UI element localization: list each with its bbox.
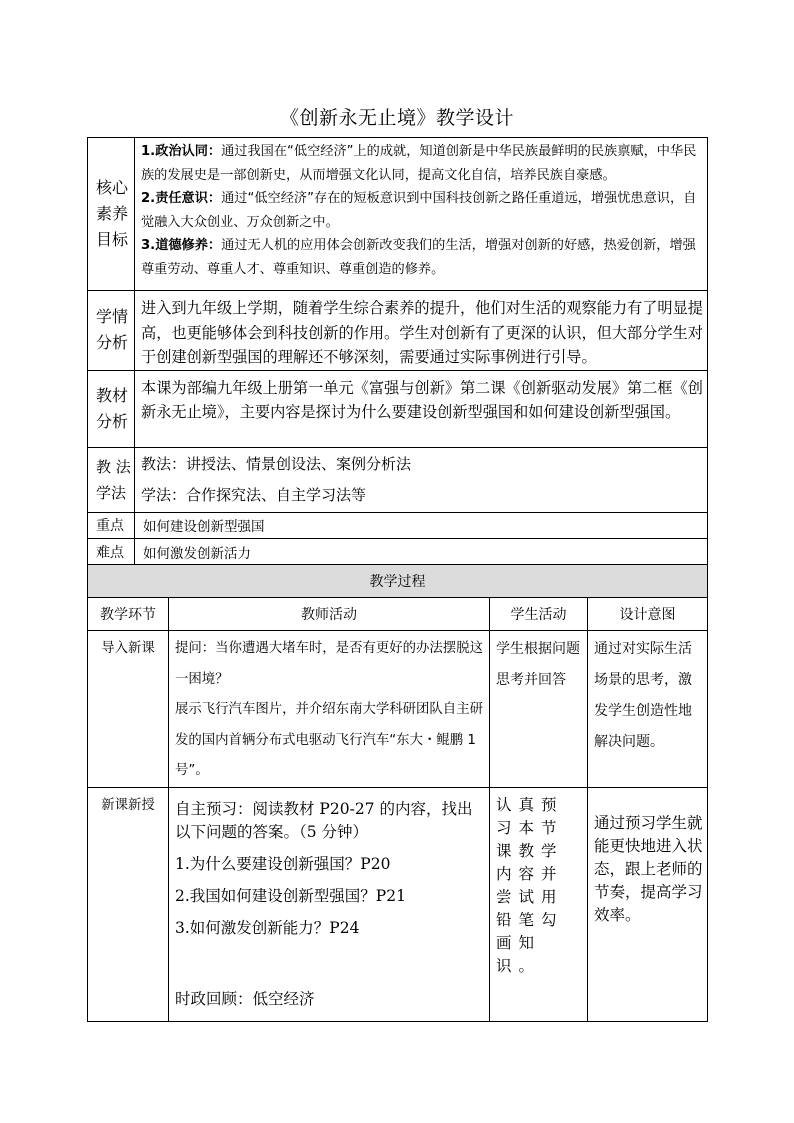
jiaocai-label-line: 教材 (96, 385, 129, 405)
goal-number: 3. (141, 238, 156, 253)
goal-number: 2. (141, 191, 156, 206)
student-activity-text: 认真预习本节课教学内容并尝试用铅笔勾画知识。 (496, 795, 564, 975)
difficulty-label: 难点 (88, 538, 135, 565)
xueqing-label-line: 分析 (96, 333, 129, 353)
key-point-row (88, 512, 708, 538)
process-row (88, 631, 708, 788)
method-cell (135, 447, 708, 512)
core-label-line: 素养 (96, 204, 129, 223)
process-banner-row (88, 565, 708, 598)
document-title: 《创新永无止境》教学设计 (279, 107, 514, 129)
goal-text: 通过我国在“低空经济”上的成就，知道创新是中华民族最鲜明的民族禀赋，中华民族的发展史是一部创新史，从而增强文化认同，提高文化自信，培养民族自豪感。 (141, 144, 697, 183)
jiaocai-label-line: 分析 (96, 411, 129, 431)
goal-heading: 政治认同： (155, 144, 222, 159)
teacher-activity-line: 提问：当你遭遇大堵车时，是否有更好的办法摆脱这一困境？ (175, 641, 483, 687)
student-activity-cell (490, 787, 588, 1021)
jiaocai-label-cell (88, 370, 135, 447)
core-label-line: 核心 (96, 178, 129, 197)
core-goal-item (141, 140, 703, 187)
teacher-activity-line: 展示飞行汽车图片，并介绍东南大学科研团队自主研发的国内首辆分布式电驱动飞行汽车“东大・鲲鹏 1 号”。 (175, 702, 483, 778)
xueqing-text: 进入到九年级上学期，随着学生综合素养的提升，他们对生活的观察能力有了明显提高，也更能够体会到科技创新的作用。学生对创新有了更深的认识，但大部分学生对于创建创新型强国的理解还不够深刻，需要通过实际事例进行引导。 (135, 291, 708, 371)
core-label-cell (88, 138, 135, 291)
goal-text: 通过无人机的应用体会创新改变我们的生活，增强对创新的好感，热爱创新，增强尊重劳动、尊重人才、尊重知识、尊重创造的修养。 (141, 238, 696, 277)
student-activity-cell: 学生根据问题思考并回答 (490, 631, 588, 788)
teacher-activity-line: 2.我国如何建设创新型强国？P21 (175, 886, 406, 905)
teacher-activity-line: 时政回顾：低空经济 (175, 989, 315, 1008)
process-table (87, 564, 708, 1022)
learning-method: 学法：合作探究法、自主学习法等 (141, 485, 367, 504)
teacher-activity-line: 1.为什么要建设创新强国？P20 (175, 854, 391, 873)
core-goals-cell (135, 138, 708, 291)
key-point-text: 如何建设创新型强国 (135, 512, 708, 538)
intent-cell: 通过对实际生活场景的思考，激发学生创造性地解决问题。 (588, 631, 708, 788)
goal-heading: 责任意识： (155, 191, 222, 206)
header-intent: 设计意图 (588, 598, 708, 631)
stage-cell: 新课新授 (88, 787, 169, 1021)
stage-cell: 导入新课 (88, 631, 169, 788)
teacher-activity-line: 3.如何激发创新能力？P24 (175, 918, 360, 937)
method-label-cell (88, 447, 135, 512)
jiaocai-text: 本课为部编九年级上册第一单元《富强与创新》第二课《创新驱动发展》第二框《创新永无止境》，主要内容是探讨为什么要建设创新型强国和如何建设创新型强国。 (135, 370, 708, 447)
teacher-activity-cell (169, 631, 490, 788)
header-student: 学生活动 (490, 598, 588, 631)
difficulty-text: 如何激发创新活力 (135, 538, 708, 565)
process-row (88, 787, 708, 1021)
jiaocai-row (88, 370, 708, 447)
overview-table (87, 137, 708, 566)
goal-text: 通过“低空经济”存在的短板意识到中国科技创新之路任重道远，增强忧患意识，自觉融入大众创业、万众创新之中。 (141, 191, 697, 230)
core-label-line: 目标 (96, 230, 129, 249)
method-label-line: 教 法 (96, 457, 131, 476)
core-goal-item (141, 234, 703, 281)
xueqing-row (88, 291, 708, 371)
method-row (88, 447, 708, 512)
teacher-activity-cell (169, 787, 490, 1021)
header-stage: 教学环节 (88, 598, 169, 631)
goal-heading: 道德修养： (155, 238, 222, 253)
teacher-activity-line: 自主预习：阅读教材 P20-27 的内容，找出以下问题的答案。（5 分钟） (175, 799, 473, 841)
xueqing-label-line: 学情 (96, 307, 129, 327)
process-banner: 教学过程 (88, 565, 708, 598)
core-row (88, 138, 708, 291)
header-teacher: 教师活动 (169, 598, 490, 631)
xueqing-label-cell (88, 291, 135, 371)
process-header-row (88, 598, 708, 631)
key-point-label: 重点 (88, 512, 135, 538)
difficulty-row (88, 538, 708, 565)
method-label-line: 学法 (96, 483, 127, 502)
core-goal-item (141, 187, 703, 234)
goal-number: 1. (141, 144, 156, 159)
intent-text: 通过预习学生就能更快地进入状态，跟上老师的节奏，提高学习效率。 (594, 813, 703, 924)
teaching-method: 教法：讲授法、情景创设法、案例分析法 (141, 454, 412, 473)
intent-cell (588, 787, 708, 1021)
